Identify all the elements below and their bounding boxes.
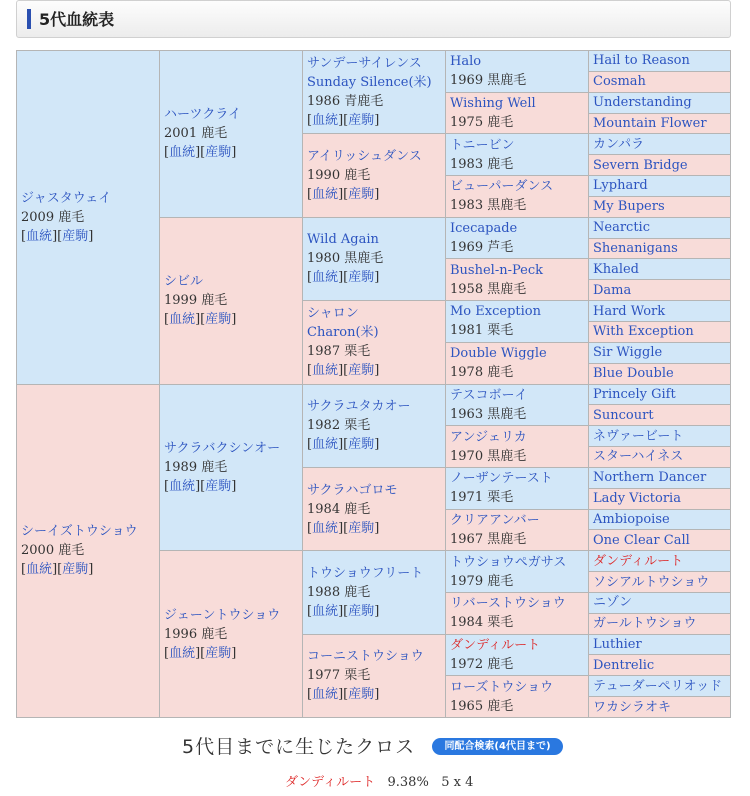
horse-year-color: 1983 鹿毛 [450, 156, 514, 172]
horse-links: [血統][産駒] [307, 363, 380, 379]
pedigree-cell-gen5 [589, 697, 731, 718]
pedigree-cell-gen3 [303, 634, 446, 717]
pedigree-cell-gen5 [589, 488, 731, 509]
pedigree-cell-gen3 [303, 134, 446, 217]
pedigree-cell-gen5 [589, 176, 731, 197]
pedigree-cell-gen5 [589, 592, 731, 613]
horse-year-color: 1981 栗毛 [450, 323, 514, 339]
pedigree-cell-gen4 [446, 467, 589, 509]
pedigree-link[interactable]: 血統 [312, 270, 339, 286]
pedigree-link[interactable]: 血統 [312, 113, 339, 129]
horse-year-color: 1969 芦毛 [450, 240, 514, 256]
pedigree-cell-gen4 [446, 426, 589, 468]
pedigree-cell-gen5 [589, 426, 731, 447]
pedigree-link[interactable]: 血統 [169, 645, 196, 661]
horse-name-link[interactable]: シビル [164, 274, 204, 290]
cross-item [285, 771, 473, 790]
horse-name-link[interactable]: With Exception [593, 324, 694, 340]
horse-name-link[interactable]: Mountain Flower [593, 115, 707, 131]
horse-name-link[interactable]: リバーストウショウ [450, 596, 566, 612]
pedigree-cell-gen4 [446, 551, 589, 593]
horse-name-link[interactable]: Ambiopoise [593, 511, 670, 527]
horse-name-link[interactable]: Cosmah [593, 74, 646, 90]
offspring-link[interactable]: 産駒 [205, 645, 232, 661]
horse-year-color: 1982 栗毛 [307, 418, 371, 434]
horse-name-link[interactable]: Wild Again [307, 232, 379, 248]
pedigree-cell-gen5 [589, 342, 731, 363]
horse-links: [血統][産駒] [307, 437, 380, 453]
offspring-link[interactable]: 産駒 [348, 603, 375, 619]
horse-name-link[interactable]: Double Wiggle [450, 346, 547, 362]
pedigree-cell-gen5 [589, 551, 731, 572]
horse-name-link[interactable]: Nearctic [593, 220, 650, 236]
pedigree-cell-gen4 [446, 301, 589, 343]
horse-year-color: 1984 鹿毛 [307, 501, 371, 517]
pedigree-cell-gen4 [446, 176, 589, 218]
pedigree-cell-gen5 [589, 509, 731, 530]
cross-horse-link[interactable]: ダンディルート [285, 775, 376, 790]
horse-name-link[interactable]: My Bupers [593, 199, 665, 215]
horse-name-link[interactable]: クリアアンバー [450, 512, 540, 528]
pedigree-cell-gen5 [589, 613, 731, 634]
pedigree-link[interactable]: 血統 [312, 603, 339, 619]
horse-year-color: 1983 黒鹿毛 [450, 198, 527, 214]
offspring-link[interactable]: 産駒 [348, 687, 375, 703]
horse-year-color: 1969 黒鹿毛 [450, 73, 527, 89]
pedigree-cell-gen5 [589, 405, 731, 426]
horse-name-link[interactable]: サクラバクシンオー [164, 440, 281, 456]
pedigree-cell-gen2 [160, 51, 303, 218]
horse-name-link[interactable]: Hail to Reason [593, 53, 690, 69]
horse-links: [血統][産駒] [307, 603, 380, 619]
pedigree-cell-gen3 [303, 51, 446, 134]
pedigree-link[interactable]: 血統 [169, 312, 196, 328]
horse-name-alt-link[interactable]: Sunday Silence(米) [307, 75, 432, 91]
pedigree-cell-gen5 [589, 196, 731, 217]
pedigree-link[interactable]: 血統 [26, 562, 53, 578]
horse-name-link[interactable]: スターハイネス [593, 449, 684, 465]
horse-name-link[interactable]: ジェーントウショウ [164, 607, 281, 623]
horse-name-link[interactable]: Hard Work [593, 303, 666, 319]
horse-name-link[interactable]: シーイズトウショウ [21, 524, 138, 540]
horse-links: [血統][産駒] [164, 645, 237, 661]
pedigree-cell-gen3 [303, 551, 446, 634]
pedigree-cell-gen4 [446, 134, 589, 176]
cross-section-title: 5代目までに生じたクロス [182, 736, 416, 758]
horse-year-color: 2000 鹿毛 [21, 543, 85, 559]
horse-year-color: 1967 黒鹿毛 [450, 531, 527, 547]
horse-year-color: 1965 鹿毛 [450, 698, 514, 714]
offspring-link[interactable]: 産駒 [62, 562, 89, 578]
pedigree-cell-gen4 [446, 217, 589, 259]
horse-name-link[interactable]: シャロン [307, 306, 359, 322]
offspring-link[interactable]: 産駒 [205, 312, 232, 328]
pedigree-cell-gen4 [446, 676, 589, 718]
pedigree-cell-gen4 [446, 51, 589, 93]
horse-name-link[interactable]: Suncourt [593, 407, 654, 423]
pedigree-cell-gen2 [160, 217, 303, 384]
pedigree-cell-gen1 [17, 51, 160, 385]
horse-year-color: 1999 鹿毛 [164, 293, 228, 309]
pedigree-link[interactable]: 血統 [312, 363, 339, 379]
horse-name-link[interactable]: Understanding [593, 95, 692, 111]
horse-links: [血統][産駒] [164, 145, 237, 161]
horse-name-link[interactable]: Luthier [593, 637, 642, 653]
horse-name-link[interactable]: ローズトウショウ [450, 679, 554, 695]
horse-year-color: 1958 黒鹿毛 [450, 281, 527, 297]
horse-name-link[interactable]: トニービン [450, 137, 515, 153]
horse-name-link[interactable]: Northern Dancer [593, 470, 707, 486]
pedigree-cell-gen5 [589, 238, 731, 259]
horse-year-color: 1978 鹿毛 [450, 365, 514, 381]
horse-name-link[interactable]: Severn Bridge [593, 157, 688, 173]
pedigree-link[interactable]: 血統 [312, 687, 339, 703]
cross-generations: 5 x 4 [441, 775, 474, 790]
horse-name-link[interactable]: ハーツクライ [164, 107, 241, 123]
pedigree-cell-gen3 [303, 467, 446, 550]
pedigree-cell-gen4 [446, 342, 589, 384]
horse-links: [血統][産駒] [307, 270, 380, 286]
horse-name-link[interactable]: Lady Victoria [593, 491, 681, 507]
pedigree-cell-gen5 [589, 301, 731, 322]
horse-name-link[interactable]: ダンディルート [593, 553, 684, 569]
pedigree-cell-gen1 [17, 384, 160, 718]
pedigree-table [16, 50, 731, 718]
offspring-link[interactable]: 産駒 [348, 113, 375, 129]
horse-year-color: 1980 黒鹿毛 [307, 251, 384, 267]
horse-year-color: 2001 鹿毛 [164, 126, 228, 142]
pedigree-cell-gen4 [446, 92, 589, 134]
pedigree-cell-gen3 [303, 217, 446, 300]
pedigree-cell-gen5 [589, 321, 731, 342]
horse-name-link[interactable]: サクラハゴロモ [307, 482, 398, 498]
horse-year-color: 1984 栗毛 [450, 615, 514, 631]
horse-name-link[interactable]: ノーザンテースト [450, 471, 553, 487]
offspring-link[interactable]: 産駒 [62, 228, 89, 244]
horse-year-color: 1987 栗毛 [307, 344, 371, 360]
offspring-link[interactable]: 産駒 [205, 478, 232, 494]
horse-name-link[interactable]: Blue Double [593, 366, 674, 382]
horse-name-link[interactable]: アイリッシュダンス [307, 149, 422, 165]
horse-year-color: 1975 鹿毛 [450, 115, 514, 131]
pedigree-cell-gen4 [446, 592, 589, 634]
pedigree-link[interactable]: 血統 [312, 437, 339, 453]
horse-name-alt-link[interactable]: Charon(米) [307, 325, 379, 341]
pedigree-cell-gen5 [589, 363, 731, 384]
cross-percentage: 9.38% [387, 775, 429, 790]
pedigree-cell-gen4 [446, 509, 589, 551]
offspring-link[interactable]: 産駒 [348, 187, 375, 203]
horse-name-link[interactable]: Bushel-n-Peck [450, 262, 543, 278]
horse-links: [血統][産駒] [307, 520, 380, 536]
horse-name-link[interactable]: Princely Gift [593, 386, 676, 402]
horse-name-link[interactable]: ダンディルート [450, 637, 541, 653]
offspring-link[interactable]: 産駒 [348, 520, 375, 536]
pedigree-link[interactable]: 血統 [169, 145, 196, 161]
pedigree-cell-gen5 [589, 467, 731, 488]
horse-year-color: 1989 鹿毛 [164, 459, 228, 475]
pedigree-cell-gen5 [589, 384, 731, 405]
pedigree-cell-gen5 [589, 71, 731, 92]
pedigree-cell-gen5 [589, 259, 731, 280]
horse-name-link[interactable]: Icecapade [450, 221, 518, 237]
horse-links: [血統][産駒] [307, 113, 380, 129]
horse-name-link[interactable]: アンジェリカ [450, 429, 527, 445]
horse-name-link[interactable]: ニゾン [593, 595, 633, 611]
horse-name-link[interactable]: カンパラ [593, 136, 645, 152]
horse-name-link[interactable]: サンデーサイレンス [307, 56, 422, 72]
horse-name-link[interactable]: Mo Exception [450, 304, 541, 320]
pedigree-cell-gen5 [589, 530, 731, 551]
offspring-link[interactable]: 産駒 [205, 145, 232, 161]
horse-year-color: 1990 鹿毛 [307, 168, 371, 184]
offspring-link[interactable]: 産駒 [348, 270, 375, 286]
same-cross-search-button[interactable]: 同配合検索(4代目まで) [432, 738, 563, 755]
horse-year-color: 1979 鹿毛 [450, 573, 514, 589]
horse-year-color: 1988 鹿毛 [307, 584, 371, 600]
horse-name-link[interactable]: テューダーペリオッド [593, 678, 723, 694]
horse-name-link[interactable]: ネヴァービート [593, 428, 684, 444]
horse-name-link[interactable]: ソシアルトウショウ [593, 574, 710, 590]
pedigree-cell-gen5 [589, 572, 731, 593]
horse-name-link[interactable]: ジャスタウェイ [21, 190, 112, 206]
horse-name-link[interactable]: ガールトウショウ [593, 616, 697, 632]
horse-name-link[interactable]: Lyphard [593, 178, 648, 194]
horse-name-link[interactable]: One Clear Call [593, 532, 690, 548]
pedigree-cell-gen5 [589, 676, 731, 697]
pedigree-cell-gen5 [589, 92, 731, 113]
horse-links: [血統][産駒] [164, 478, 237, 494]
pedigree-cell-gen2 [160, 551, 303, 718]
horse-year-color: 1963 黒鹿毛 [450, 406, 527, 422]
horse-year-color: 1977 栗毛 [307, 668, 371, 684]
pedigree-link[interactable]: 血統 [169, 478, 196, 494]
pedigree-cell-gen2 [160, 384, 303, 551]
pedigree-cell-gen5 [589, 134, 731, 155]
horse-name-link[interactable]: コーニストウショウ [307, 649, 424, 665]
horse-links: [血統][産駒] [21, 562, 94, 578]
pedigree-cell-gen5 [589, 217, 731, 238]
pedigree-cell-gen5 [589, 280, 731, 301]
pedigree-link[interactable]: 血統 [312, 520, 339, 536]
horse-name-link[interactable]: ビューパーダンス [450, 179, 554, 195]
horse-year-color: 1971 栗毛 [450, 490, 514, 506]
horse-name-link[interactable]: Wishing Well [450, 96, 536, 112]
page-title: 5代血統表 [39, 10, 115, 29]
horse-links: [血統][産駒] [307, 187, 380, 203]
horse-year-color: 2009 鹿毛 [21, 209, 85, 225]
pedigree-cell-gen4 [446, 634, 589, 676]
pedigree-cell-gen3 [303, 301, 446, 384]
horse-links: [血統][産駒] [164, 312, 237, 328]
offspring-link[interactable]: 産駒 [348, 363, 375, 379]
horse-name-link[interactable]: Shenanigans [593, 241, 678, 257]
pedigree-cell-gen4 [446, 384, 589, 426]
pedigree-cell-gen5 [589, 51, 731, 72]
horse-year-color: 1972 鹿毛 [450, 656, 514, 672]
horse-year-color: 1970 黒鹿毛 [450, 448, 527, 464]
horse-name-link[interactable]: Dentrelic [593, 657, 655, 673]
horse-name-link[interactable]: Dama [593, 282, 632, 298]
horse-name-link[interactable]: サクラユタカオー [307, 399, 411, 415]
horse-name-link[interactable]: トウショウフリート [307, 565, 424, 581]
pedigree-cell-gen3 [303, 384, 446, 467]
horse-links: [血統][産駒] [307, 687, 380, 703]
header-accent-bar [27, 9, 31, 29]
horse-links: [血統][産駒] [21, 228, 94, 244]
horse-name-link[interactable]: Sir Wiggle [593, 345, 663, 361]
horse-name-link[interactable]: ワカシラオキ [593, 699, 672, 715]
pedigree-cell-gen5 [589, 113, 731, 134]
horse-name-link[interactable]: トウショウペガサス [450, 554, 567, 570]
horse-name-link[interactable]: Halo [450, 54, 482, 70]
pedigree-cell-gen5 [589, 447, 731, 468]
pedigree-cell-gen5 [589, 155, 731, 176]
section-header [16, 0, 731, 38]
pedigree-cell-gen5 [589, 634, 731, 655]
pedigree-link[interactable]: 血統 [26, 228, 53, 244]
offspring-link[interactable]: 産駒 [348, 437, 375, 453]
pedigree-cell-gen4 [446, 259, 589, 301]
horse-name-link[interactable]: テスコボーイ [450, 387, 528, 403]
pedigree-cell-gen5 [589, 655, 731, 676]
horse-year-color: 1996 鹿毛 [164, 626, 228, 642]
pedigree-link[interactable]: 血統 [312, 187, 339, 203]
horse-name-link[interactable]: Khaled [593, 261, 640, 277]
horse-year-color: 1986 青鹿毛 [307, 94, 384, 110]
